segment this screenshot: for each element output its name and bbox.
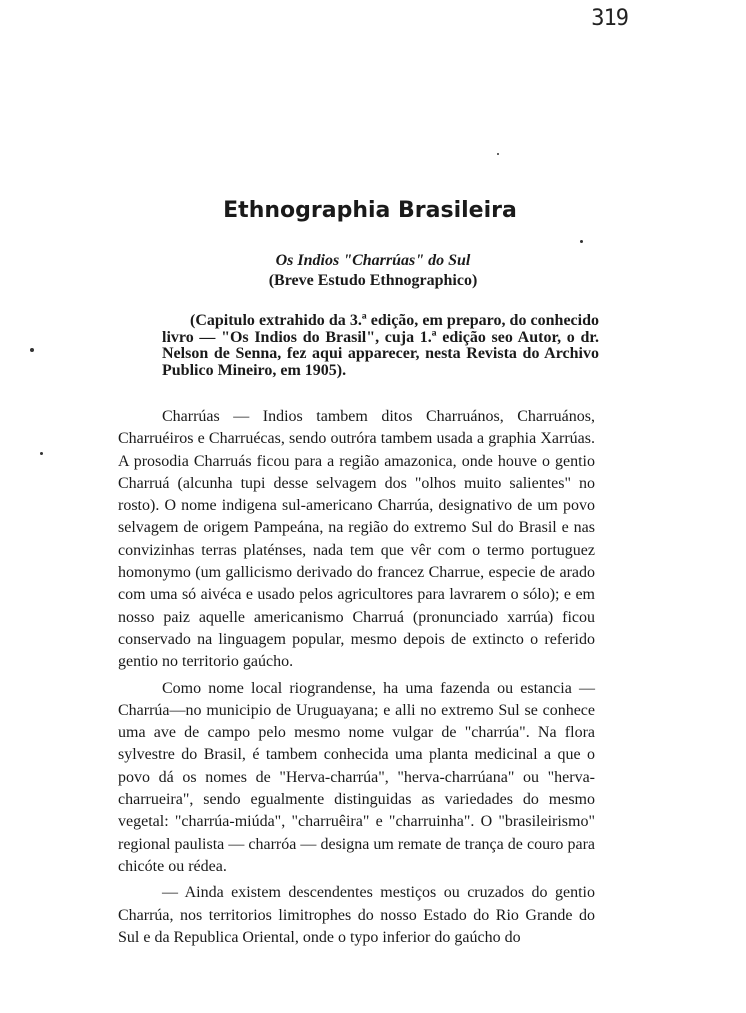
scan-speck bbox=[497, 153, 499, 155]
scan-speck bbox=[580, 240, 583, 243]
page-number: 319 bbox=[591, 6, 628, 31]
preface-paragraph: (Capitulo extrahido da 3.ª edição, em preparo, do conhecido livro — "Os Indios do Brasil", cuja 1.ª edição seo Autor, o dr. Nelson de Senna, fez aqui apparecer, nesta Revista do Archivo Publico Mineiro, em 1905). bbox=[162, 312, 599, 379]
scan-speck bbox=[40, 452, 43, 455]
article-subtitle: Os Indios "Charrúas" do Sul bbox=[275, 252, 471, 269]
article-title: Ethnographia Brasileira bbox=[223, 198, 517, 223]
scan-speck bbox=[30, 348, 34, 352]
article-body bbox=[118, 406, 595, 953]
article-subtitle-secondary: (Breve Estudo Ethnographico) bbox=[268, 272, 478, 289]
body-paragraph-1: Charrúas — Indios tambem ditos Charruános, Charruános, Charruéiros e Charruécas, sendo outróra tambem usada a graphia Xarrúas. A prosodia Charruás ficou para a região amazonica, onde houve o gentio Charruá (alcunha tupi desse selvagem dos "olhos muito salientes" no rosto). O nome indigena sul-americano Charrúa, designativo de um povo selvagem de origem Pampeána, na região do extremo Sul do Brasil e nas convizinhas terras platénses, nada tem que vêr com o termo portuguez homonymo (um gallicismo derivado do francez Charrue, especie de arado com uma só aivéca e usado pelos agricultores para lavrarem o sólo); e em nosso paiz aquelle americanismo Charruá (pronunciado xarrúa) ficou conservado na linguagem popular, mesmo depois de extincto o referido gentio no territorio gaúcho. bbox=[118, 408, 595, 671]
body-paragraph-3: — Ainda existem descendentes mestiços ou cruzados do gentio Charrúa, nos territorios limitrophes do nosso Estado do Rio Grande do Sul e da Republica Oriental, onde o typo inferior do gaúcho do bbox=[118, 884, 595, 946]
body-paragraph-2: Como nome local riograndense, ha uma fazenda ou estancia —Charrúa—no municipio de Uruguayana; e alli no extremo Sul se conhece uma ave de campo pelo mesmo nome vulgar de "charrúa". Na flora sylvestre do Brasil, é tambem conhecida uma planta medicinal a que o povo dá os nomes de "Herva-charrúa", "herva-charrúana" ou "herva-charrueira", sendo egualmente distinguidas as variedades do mesmo vegetal: "charrúa-miúda", "charruêira" e "charruinha". O "brasileirismo" regional paulista — charróa — designa um remate de trança de couro para chicóte ou rédea. bbox=[118, 679, 595, 875]
